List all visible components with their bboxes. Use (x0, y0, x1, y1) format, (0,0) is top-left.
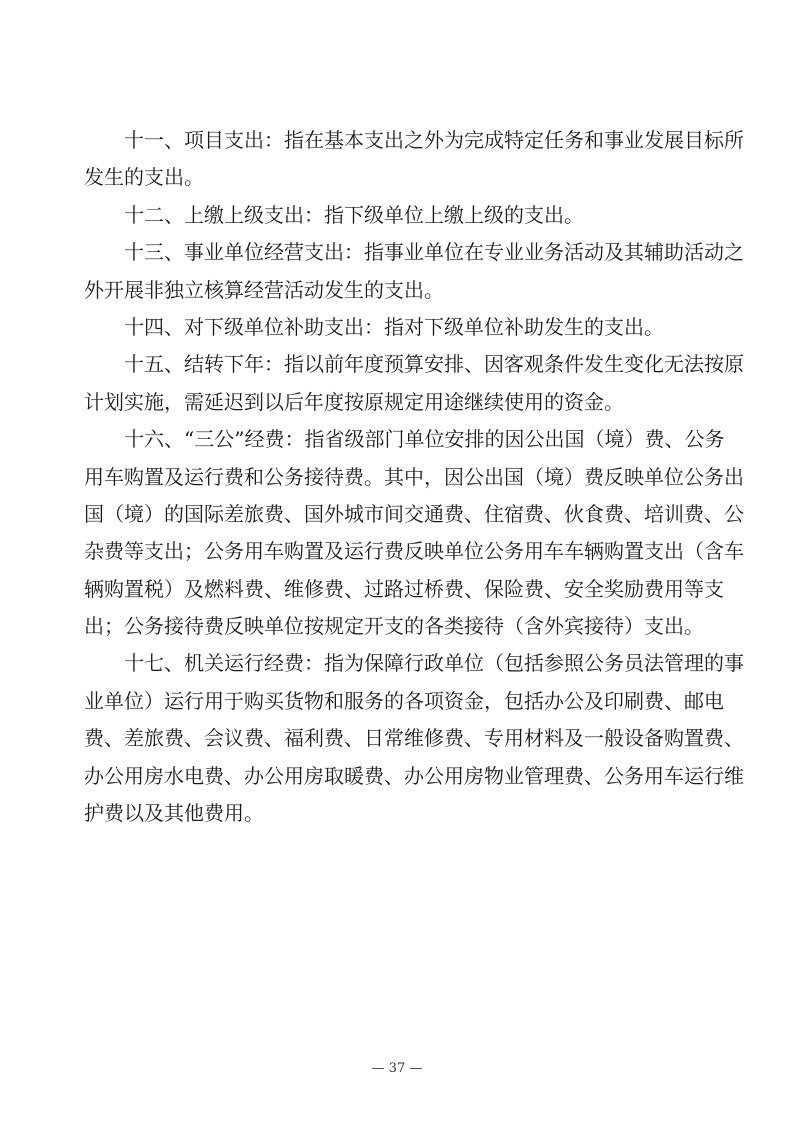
paragraph-item-12 (84, 197, 714, 234)
text-line: 十一、项目支出：指在基本支出之外为完成特定任务和事业发展目标所 (124, 128, 744, 152)
text-line: 十六、“三公”经费：指省级部门单位安排的因公出国（境）费、公务 (124, 427, 725, 452)
text-line: 外开展非独立核算经营活动发生的支出。 (84, 277, 444, 302)
paragraph-item-14 (84, 309, 714, 346)
text-line: 办公用房水电费、办公用房取暖费、办公用房物业管理费、公务用车运行维 (84, 763, 744, 788)
paragraph-item-13 (84, 234, 744, 309)
text-line: 十五、结转下年：指以前年度预算安排、因客观条件发生变化无法按原 (124, 352, 744, 377)
text-line: 用车购置及运行费和公务接待费。其中，因公出国（境）费反映单位公务出 (84, 464, 744, 489)
paragraph-item-15 (84, 346, 744, 421)
text-line: 护费以及其他费用。 (84, 801, 264, 826)
paragraph-item-11 (84, 122, 744, 197)
text-line: 业单位）运行用于购买货物和服务的各项资金，包括办公及印刷费、邮电 (84, 688, 724, 713)
text-line: 发生的支出。 (84, 165, 204, 190)
text-line: 杂费等支出；公务用车购置及运行费反映单位公务用车车辆购置支出（含车 (84, 539, 744, 564)
text-line: 出；公务接待费反映单位按规定开支的各类接待（含外宾接待）支出。 (84, 614, 704, 639)
text-line: 十三、事业单位经营支出：指事业单位在专业业务活动及其辅助活动之 (124, 240, 744, 265)
document-body (84, 122, 744, 832)
text-line: 十二、上缴上级支出：指下级单位上缴上级的支出。 (124, 202, 584, 227)
paragraph-item-16 (84, 421, 744, 645)
page-number: — 37 — (371, 1061, 423, 1076)
text-line: 国（境）的国际差旅费、国外城市间交通费、住宿费、伙食费、培训费、公 (84, 501, 744, 526)
text-line: 十四、对下级单位补助支出：指对下级单位补助发生的支出。 (124, 314, 664, 339)
text-line: 辆购置税）及燃料费、维修费、过路过桥费、保险费、安全奖励费用等支 (84, 576, 724, 601)
paragraph-item-17 (84, 645, 744, 832)
text-line: 计划实施，需延迟到以后年度按原规定用途继续使用的资金。 (84, 389, 624, 414)
text-line: 十七、机关运行经费：指为保障行政单位（包括参照公务员法管理的事 (124, 651, 744, 676)
text-line: 费、差旅费、会议费、福利费、日常维修费、专用材料及一般设备购置费、 (84, 726, 744, 751)
